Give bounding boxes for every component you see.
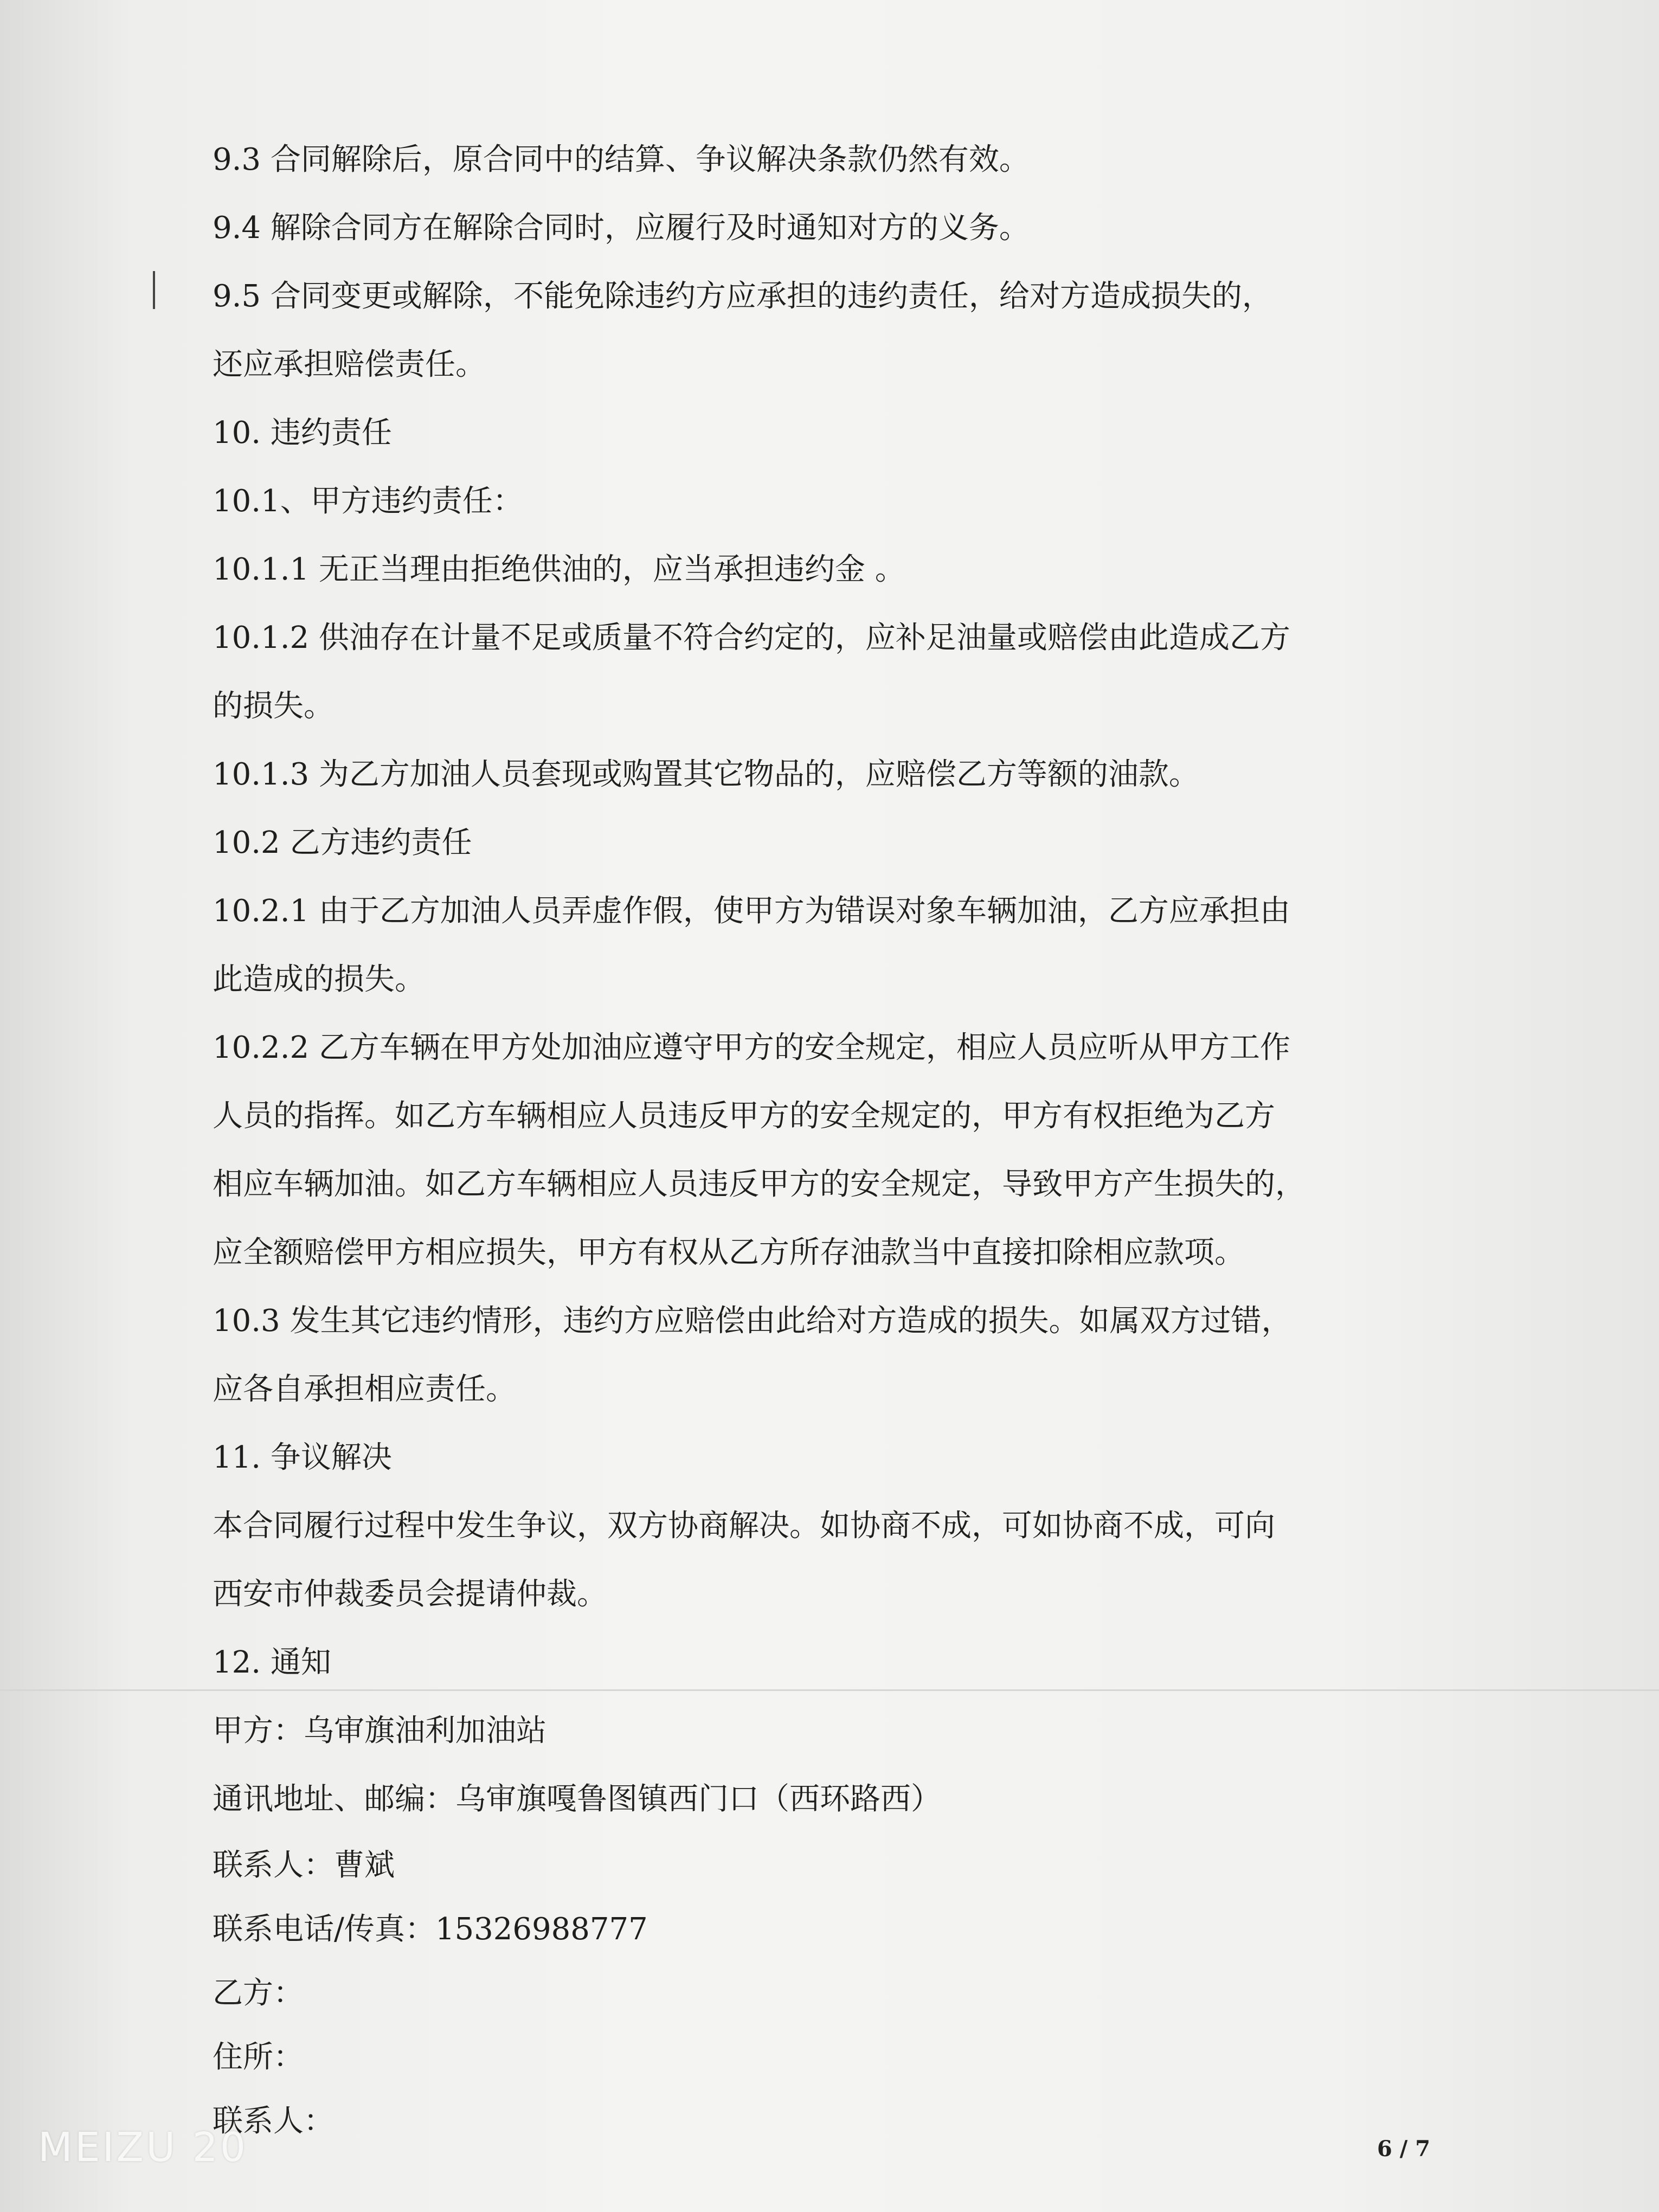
camera-watermark: MEIZU 20 [38,2124,248,2171]
party-a-contact: 联系人：曹斌 [213,1848,395,1883]
party-a-name: 甲方：乌审旗油利加油站 [213,1713,546,1748]
clause-10-2-2: 10.2.2 乙方车辆在甲方处加油应遵守甲方的安全规定，相应人员应听从甲方工作 [213,1030,1290,1065]
clause-9-5-cont: 还应承担赔偿责任。 [213,347,486,382]
clause-10-3-cont: 应各自承担相应责任。 [213,1372,516,1407]
clause-10-1-2-cont: 的损失。 [213,689,334,724]
clause-10-1-3: 10.1.3 为乙方加油人员套现或购置其它物品的，应赔偿乙方等额的油款。 [213,757,1199,792]
party-b-address: 住所： [213,2040,304,2075]
clause-10-2-1-cont: 此造成的损失。 [213,962,425,997]
clause-10-3: 10.3 发生其它违约情形，违约方应赔偿由此给对方造成的损失。如属双方过错， [213,1303,1292,1339]
section-11-heading: 11. 争议解决 [213,1440,392,1475]
clause-11-text: 本合同履行过程中发生争议，双方协商解决。如协商不成，可如协商不成，可向 [213,1508,1275,1544]
section-12-heading: 12. 通知 [213,1645,331,1680]
party-a-phone: 联系电话/传真：15326988777 [213,1912,648,1947]
clause-10-1: 10.1、甲方违约责任： [213,484,523,519]
party-b-contact: 联系人： [213,2104,334,2139]
clause-10-2-2-cont-3: 应全额赔偿甲方相应损失，甲方有权从乙方所存油款当中直接扣除相应款项。 [213,1235,1245,1270]
clause-9-4: 9.4 解除合同方在解除合同时，应履行及时通知对方的义务。 [213,210,1030,246]
clause-10-2-2-cont-2: 相应车辆加油。如乙方车辆相应人员违反甲方的安全规定，导致甲方产生损失的， [213,1167,1306,1202]
edge-mark [153,271,155,309]
clause-10-2: 10.2 乙方违约责任 [213,825,472,860]
clause-10-2-1: 10.2.1 由于乙方加油人员弄虚作假，使甲方为错误对象车辆加油，乙方应承担由 [213,893,1290,929]
document-body [213,126,1459,2153]
clause-10-1-1: 10.1.1 无正当理由拒绝供油的，应当承担违约金 。 [213,552,905,587]
party-a-address: 通讯地址、邮编：乌审旗嘎鲁图镇西门口（西环路西） [213,1782,941,1817]
clause-9-3: 9.3 合同解除后，原合同中的结算、争议解决条款仍然有效。 [213,142,1030,177]
clause-9-5: 9.5 合同变更或解除，不能免除违约方应承担的违约责任，给对方造成损失的， [213,279,1272,314]
section-10-heading: 10. 违约责任 [213,415,392,451]
clause-11-text-cont: 西安市仲裁委员会提请仲裁。 [213,1577,607,1612]
page-number: 6 / 7 [1377,2136,1431,2162]
clause-10-2-2-cont-1: 人员的指挥。如乙方车辆相应人员违反甲方的安全规定的，甲方有权拒绝为乙方 [213,1098,1275,1134]
party-b-name: 乙方： [213,1976,304,2011]
clause-10-1-2: 10.1.2 供油存在计量不足或质量不符合约定的，应补足油量或赔偿由此造成乙方 [213,620,1290,655]
